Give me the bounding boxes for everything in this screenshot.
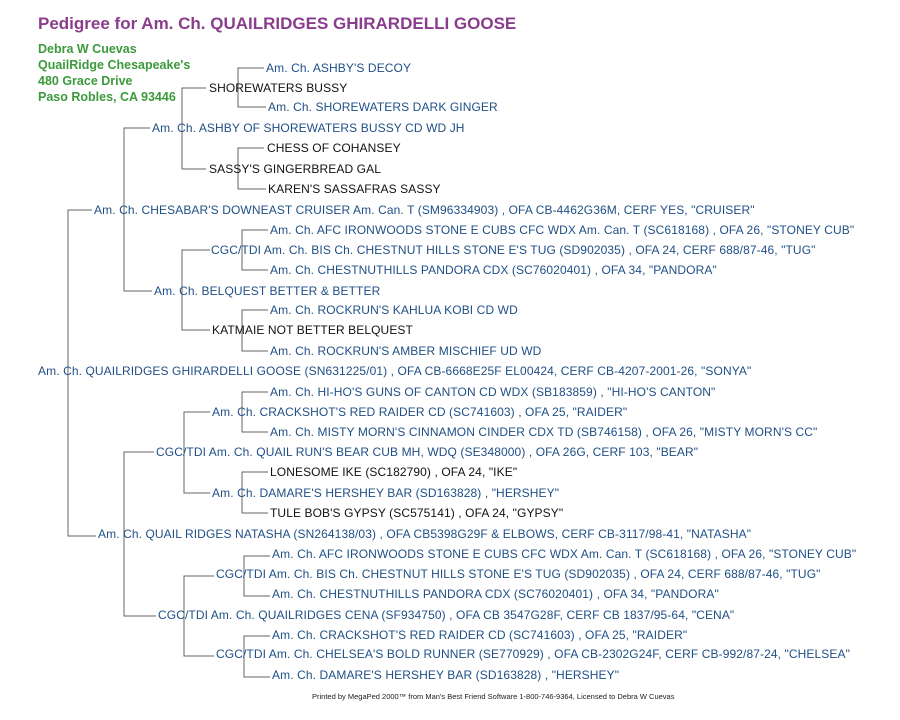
pedigree-entry-sire-dam: Am. Ch. BELQUEST BETTER & BETTER [154, 284, 381, 298]
pedigree-entry-dam-dam: CGC/TDI Am. Ch. QUAILRIDGES CENA (SF934750) , OFA CB 3547G28F, CERF CB 1837/95-64, "CENA" [158, 608, 735, 622]
pedigree-entry-sire-dam-sire-sire: Am. Ch. AFC IRONWOODS STONE E CUBS CFC WDX Am. Can. T (SC618168) , OFA 26, "STONEY CUB" [270, 223, 855, 237]
page-title: Pedigree for Am. Ch. QUAILRIDGES GHIRARDELLI GOOSE [38, 14, 517, 33]
owner-street: 480 Grace Drive [38, 74, 133, 88]
pedigree-entry-sire-sire-sire: SHOREWATERS BUSSY [209, 81, 348, 95]
pedigree-entry-sire-sire-dam: SASSY'S GINGERBREAD GAL [209, 162, 381, 176]
pedigree-entry-dam-sire-sire-sire: Am. Ch. HI-HO'S GUNS OF CANTON CD WDX (SB183859) , "HI-HO'S CANTON" [270, 385, 716, 399]
pedigree-entry-dam-dam-dam-sire: Am. Ch. CRACKSHOT'S RED RAIDER CD (SC741603) , OFA 25, "RAIDER" [272, 628, 688, 642]
pedigree-entry-dam: Am. Ch. QUAIL RIDGES NATASHA (SN264138/03) , OFA CB5398G29F & ELBOWS, CERF CB-3117/98-41, "NATASHA" [98, 527, 752, 541]
pedigree-entry-sire-dam-dam-sire: Am. Ch. ROCKRUN'S KAHLUA KOBI CD WD [270, 303, 518, 317]
pedigree-entry-dam-sire-dam: Am. Ch. DAMARE'S HERSHEY BAR (SD163828) , "HERSHEY" [212, 486, 560, 500]
print-footer: Printed by MegaPed 2000™ from Man's Best Friend Software 1-800-746-9364, Licensed to Debra W Cuevas [312, 692, 675, 701]
pedigree-entry-sire-dam-sire-dam: Am. Ch. CHESTNUTHILLS PANDORA CDX (SC76020401) , OFA 34, "PANDORA" [270, 263, 717, 277]
pedigree-entry-sire-sire: Am. Ch. ASHBY OF SHOREWATERS BUSSY CD WD JH [152, 121, 465, 135]
pedigree-entry-sire-dam-sire: CGC/TDI Am. Ch. BIS Ch. CHESTNUT HILLS STONE E'S TUG (SD902035) , OFA 24, CERF 688/87-46, "TUG" [211, 243, 816, 257]
pedigree-entry-dam-sire-dam-dam: TULE BOB'S GYPSY (SC575141) , OFA 24, "GYPSY" [270, 506, 564, 520]
pedigree-entry-dam-dam-sire: CGC/TDI Am. Ch. BIS Ch. CHESTNUT HILLS STONE E'S TUG (SD902035) , OFA 24, CERF 688/87-46, "TUG" [216, 567, 821, 581]
pedigree-entry-sire-dam-dam-dam: Am. Ch. ROCKRUN'S AMBER MISCHIEF UD WD [270, 344, 542, 358]
pedigree-entry-sire-dam-dam: KATMAIE NOT BETTER BELQUEST [212, 323, 413, 337]
pedigree-entry-dam-sire-dam-sire: LONESOME IKE (SC182790) , OFA 24, "IKE" [270, 465, 518, 479]
pedigree-entry-dam-sire: CGC/TDI Am. Ch. QUAIL RUN'S BEAR CUB MH, WDQ (SE348000) , OFA 26G, CERF 103, "BEAR" [156, 445, 699, 459]
pedigree-entry-dam-sire-sire: Am. Ch. CRACKSHOT'S RED RAIDER CD (SC741603) , OFA 25, "RAIDER" [212, 405, 628, 419]
pedigree-entry-subject: Am. Ch. QUAILRIDGES GHIRARDELLI GOOSE (SN631225/01) , OFA CB-6668E25F EL00424, CERF CB-4207-2001-26, "SONYA" [38, 364, 752, 378]
pedigree-entry-dam-sire-sire-dam: Am. Ch. MISTY MORN'S CINNAMON CINDER CDX TD (SB746158) , OFA 26, "MISTY MORN'S CC" [270, 425, 818, 439]
pedigree-entry-dam-dam-dam-dam: Am. Ch. DAMARE'S HERSHEY BAR (SD163828) , "HERSHEY" [272, 668, 620, 682]
owner-name: Debra W Cuevas [38, 42, 137, 56]
pedigree-entry-sire-sire-dam-dam: KAREN'S SASSAFRAS SASSY [268, 182, 441, 196]
pedigree-entry-sire-sire-sire-dam: Am. Ch. SHOREWATERS DARK GINGER [268, 100, 498, 114]
pedigree-entry-sire: Am. Ch. CHESABAR'S DOWNEAST CRUISER Am. Can. T (SM96334903) , OFA CB-4462G36M, CERF YES, "CRUISER" [94, 203, 755, 217]
owner-kennel: QuailRidge Chesapeake's [38, 58, 191, 72]
owner-city: Paso Robles, CA 93446 [38, 90, 176, 104]
pedigree-entry-dam-dam-dam: CGC/TDI Am. Ch. CHELSEA'S BOLD RUNNER (SE770929) , OFA CB-2302G24F, CERF CB-992/87-24, "CHELSEA" [216, 647, 850, 661]
pedigree-entry-dam-dam-sire-sire: Am. Ch. AFC IRONWOODS STONE E CUBS CFC WDX Am. Can. T (SC618168) , OFA 26, "STONEY CUB" [272, 547, 857, 561]
pedigree-entry-dam-dam-sire-dam: Am. Ch. CHESTNUTHILLS PANDORA CDX (SC76020401) , OFA 34, "PANDORA" [272, 587, 719, 601]
pedigree-entry-sire-sire-sire-sire: Am. Ch. ASHBY'S DECOY [266, 61, 412, 75]
pedigree-entry-sire-sire-dam-sire: CHESS OF COHANSEY [267, 141, 401, 155]
